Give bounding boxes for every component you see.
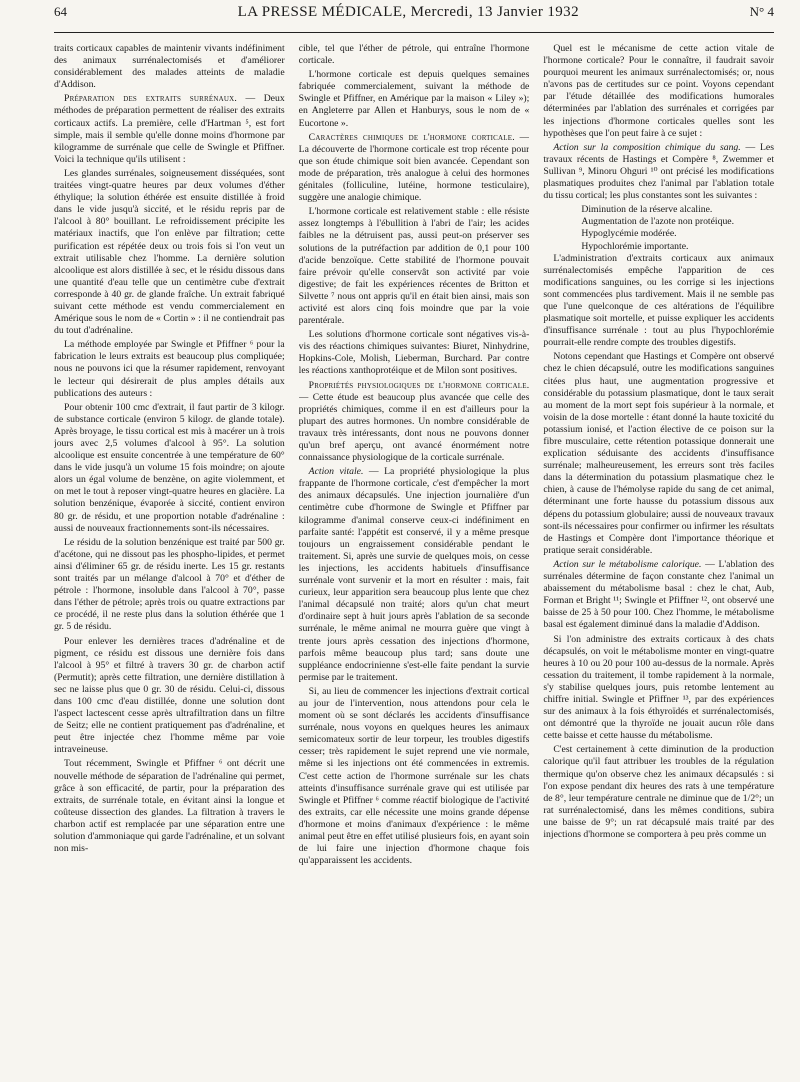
paragraph-text: L'hormone corticale est depuis quelques semaines fabriquée commercialement, suivant la méthode de Swingle et Pfiffner, en Amérique par la maison « Liley »); en Angleterre par Allen et Hanburys, sous le nom de « Eucortone ». bbox=[298, 69, 530, 129]
column-1 bbox=[54, 43, 285, 1073]
paragraph-text: Notons cependant que Hastings et Compère ont observé chez le chien décapsulé, outre les modifications sanguines citées plus haut, une augmentation progressive et considérable du potassium plasmatique, dont le taux serait au moment de la mort sept fois supérieur à la normale, et voisin de la dose mortelle : étant donné la haute toxicité du potassium ionisé, et l'action élective de ce poison sur la fibre musculaire, cette rétention potassique donnerait une explication séduisante des accidents d'insuffisance surrénale; malheureusement, les erreurs sont très faciles dans la détermination du potassium plasmatique chez le chien, à cause de l'hémolyse rapide du sang de cet animal, déterminant une forte hausse du potassium dissous aux dépens du potassium globulaire; aussi de nouveaux travaux sont-ils nécessaires pour confirmer ou infirmer les résultats de Hastings et Compère dont l'importance théorique et pratique serait considérable. bbox=[543, 351, 775, 556]
paragraph bbox=[54, 758, 285, 855]
paragraph-text: L'administration d'extraits corticaux aux animaux surrénalectomisés empêche l'apparition de ces modifications sanguines, ou les corrige si les injections sont commencées plus tardivement. Mais il ne semble pas que l'une quelconque de ces altérations de l'équilibre plasmatique soit mortelle, et puisse expliquer les accidents d'insuffisance surrénale : tout au plus l'hypochlorémie pourrait-elle rendre compte des troubles digestifs. bbox=[543, 252, 775, 349]
paragraph-text: — La découverte de l'hormone corticale est trop récente pour que son étude chimique soit bien avancée. Cependant son mode de préparation, très analogue à celui des hormones génitales (folliculine, lutéine, hormone testiculaire), suggère une analogie chimique. bbox=[298, 131, 530, 204]
subsection-heading: Action sur la composition chimique du sang. bbox=[553, 141, 741, 153]
paragraph bbox=[299, 329, 530, 377]
paragraph-text: La méthode employée par Swingle et Pfiffner ⁶ pour la fabrication le leurs extraits est beaucoup plus compliquée; nous ne pouvons ici que la résumer rapidement, renvoyant le lecteur qui désirerait de plus amples détails aux publications des auteurs : bbox=[54, 339, 285, 399]
page-number: 64 bbox=[54, 4, 67, 19]
paragraph bbox=[543, 351, 774, 557]
column-3 bbox=[543, 43, 774, 1073]
paragraph bbox=[299, 206, 530, 327]
paragraph bbox=[299, 380, 530, 465]
paragraph-text: Le résidu de la solution benzénique est traité par 500 gr. d'acétone, qui ne dissout pas les phospho-lipides, et permet ainsi d'éliminer 65 gr. de résidu inerte. Les 15 gr. restants sont traités par un mélange d'alcool à 70° et d'éther de pétrole : l'hormone, insoluble dans l'alcool à 70°, passe dans l'éther de pétrole; après trois ou quatre extractions par ce procédé, il ne reste plus dans la solution éthérée que 1 gr. 5 de résidu. bbox=[54, 536, 285, 633]
list-item: Diminution de la réserve alcaline. bbox=[581, 204, 713, 216]
section-heading: Propriétés physiologiques de l'hormone corticale. bbox=[308, 379, 530, 391]
paragraph-text: traits corticaux capables de maintenir vivants indéfiniment des animaux surrénalectomisés et d'améliorer considérablement des malades atteints de maladie d'Addison. bbox=[54, 43, 285, 91]
paragraph bbox=[543, 142, 774, 202]
paragraph bbox=[54, 43, 285, 91]
paragraph-text: Pour enlever les dernières traces d'adrénaline et de pigment, ce résidu est dissous une dernière fois dans l'alcool à 95° et filtré à travers 30 gr. de charbon actif (Permutit); après cette filtration, une dernière distillation à sec ne laisse plus que 0 gr. 30 de résidu. Celui-ci, dissous dans 100 cmc d'eau distillée, donne une solution dont l'aspect lactescent cesse après ultrafiltration dans un filtre de Seitz; elle ne contient pratiquement pas d'adrénaline, et peut être injectée chez l'homme même par voie intraveineuse. bbox=[54, 635, 285, 756]
paragraph-text: Quel est le mécanisme de cette action vitale de l'hormone corticale? Pour le connaître, il faudrait savoir pourquoi meurent les animaux surrénalectomisés; or, nous n'avons pas de certitudes sur ce point. Voyons cependant par l'étude détaillée des modifications humorales déterminées par l'ablation des surrénales et corrigées par les injections d'hormone corticales quelles sont les hypothèses que l'on peut faire à ce sujet : bbox=[543, 43, 775, 139]
paragraph bbox=[54, 339, 285, 399]
paragraph bbox=[543, 634, 774, 743]
paragraph-text: C'est certainement à cette diminution de la production calorique qu'il faut attribuer les troubles de la régulation thermique qu'on observe chez les animaux décapsulés : si l'on expose pendant dix heures des rats à une température de 8°, leur température centrale ne diminue que de 1/2°; un rat surrénalectomisé, dans les mêmes conditions, subira une baisse de 9°; un rat décapsulé mais traité par des injections d'hormone se comportera à peu près comme un bbox=[543, 744, 775, 840]
paragraph bbox=[54, 636, 285, 757]
issue-number: N° 4 bbox=[749, 4, 774, 19]
list-item: Augmentation de l'azote non protéique. bbox=[581, 216, 735, 228]
paragraph-text: cible, tel que l'éther de pétrole, qui entraîne l'hormone corticale. bbox=[298, 43, 530, 67]
paragraph-text: — L'ablation des surrénales détermine de façon constante chez l'animal un abaissement du métabolisme basal : chez le chat, Aub, Forman et Bright ¹¹; Swingle et Pfiffner ¹², ont observé une baisse de 25 à 50 pour 100. Chez l'homme, le métabolisme basal est également diminué dans la maladie d'Addison. bbox=[543, 558, 775, 631]
paragraph bbox=[543, 744, 774, 841]
paragraph bbox=[54, 168, 285, 337]
paragraph-text: — Deux méthodes de préparation permettent de réaliser des extraits corticaux actifs. La première, celle d'Hartman ⁵, est fort simple, mais il semble qu'elle donne moins d'hormone par kilogramme de surrénale que celle de Swingle et Pfiffner. Voici la technique qu'ils utilisent : bbox=[54, 93, 285, 165]
paragraph bbox=[54, 402, 285, 535]
paragraph bbox=[299, 132, 530, 205]
section-heading: Caractères chimiques de l'hormone corticale. bbox=[308, 131, 515, 143]
subsection-heading: Action vitale. bbox=[308, 466, 364, 478]
paragraph bbox=[54, 93, 285, 166]
enumerated-list bbox=[543, 204, 774, 252]
paragraph bbox=[54, 537, 285, 634]
header-rule bbox=[54, 32, 774, 33]
subsection-heading: Action sur le métabolisme calorique. bbox=[553, 558, 702, 570]
paragraph bbox=[299, 466, 530, 684]
paragraph bbox=[543, 43, 774, 140]
paragraph-text: L'hormone corticale est relativement stable : elle résiste assez longtemps à l'ébullition à l'abri de l'air; les acides faibles ne la détruisent pas, aussi peut-on préserver ses solutions de la putréfaction par addition de 0,1 pour 100 d'acide benzoïque. Cette stabilité de l'hormone pouvait faire prévoir qu'elle conservât son activité par voie digestive; de fait les expériences récentes de Britton et Silvette ⁷ nous ont appris qu'il en était bien ainsi, mais son activité est alors cinq fois moindre que par la voie parentérale. bbox=[298, 206, 530, 327]
paragraph-text: Si, au lieu de commencer les injections d'extrait cortical au jour de l'intervention, nous attendons pour cela le moment où se sont déclarés les accidents d'insuffisance surrénale, nous voyons en quelques heures les animaux semicomateux sortir de leur torpeur, les troubles digestifs cesser; très rapidement le sujet reprend une vie normale, même si les injections ont été commencées in extremis. C'est cette action de l'hormone surrénale sur les chats atteints d'insuffisance surrénale grave qui est utilisée par Swingle et Pfiffner ⁶ comme réactif biologique de l'activité des extraits, car elle nécessite une moins grande dépense d'hormone et moins d'animaux d'expérience : le même animal peut être en effet utilisé plusieurs fois, en ayant soin de lui faire une injection d'hormone chaque fois qu'apparaissent les accidents. bbox=[298, 685, 530, 867]
paragraph-text: Les glandes surrénales, soigneusement disséquées, sont traitées vingt-quatre heures par deux volumes d'éther éthylique; la solution éthérée est ensuite distillée à froid dans le vide jusqu'à siccité, et le résidu repris par de l'alcool à 80° bouillant. Le refroidissement précipite les matériaux inactifs, que l'on enlève par filtration; cette purification est répétée deux ou trois fois si l'on veut un extrait utilisable chez l'homme. La dernière solution alcoolique est alors distillée à sec, et le résidu dissous dans une quantité d'eau telle que un centimètre cube d'extrait corresponde à 40 gr. de glande fraîche. Un extrait fabriqué suivant cette méthode est vendu commercialement en Amérique sous le nom de « Cortin » : il ne contiendrait pas du tout d'adrénaline. bbox=[54, 167, 285, 337]
paragraph-text: — Les travaux récents de Hastings et Compère ⁸, Zwemmer et Sullivan ⁹, Minoru Ohguri ¹⁰ ont précisé les modifications plasmatiques produites chez l'animal par l'ablation totale du tissu cortical; les plus constantes sont les suivantes : bbox=[543, 141, 775, 202]
paragraph bbox=[299, 69, 530, 129]
paragraph-text: Si l'on administre des extraits corticaux à des chats décapsulés, on voit le métabolisme monter en vingt-quatre heures à 10 ou 20 pour 100 au-dessus de la normale. Après cessation du traitement, il tombe rapidement à la normale, s'y stabilise quelques jours, puis retombe lentement au chiffre initial. Swingle et Pfiffner ¹³, par des expériences sur des animaux à la fois éthyroïdés et surrénalectomisés, ont démontré que la thyroïde ne jouait aucun rôle dans cette baisse et cette hausse du métabolisme. bbox=[543, 633, 775, 742]
paragraph bbox=[543, 559, 774, 632]
paragraph bbox=[543, 253, 774, 350]
text-columns bbox=[54, 43, 774, 1073]
journal-title: LA PRESSE MÉDICALE, Mercredi, 13 Janvier 1932 bbox=[237, 4, 579, 20]
paragraph bbox=[299, 686, 530, 867]
list-item: Hypochlorémie importante. bbox=[581, 240, 689, 252]
column-2 bbox=[299, 43, 530, 1073]
paragraph-text: — Cette étude est beaucoup plus avancée que celle des propriétés chimiques, comme il en est d'ailleurs pour la plupart des autres hormones. Un nombre considérable de travaux très intéressants, dont nous ne pouvons donner qu'un bref aperçu, ont avancé énormément notre connaissance physiologique de la corticale surrénale. bbox=[298, 391, 530, 464]
running-header bbox=[54, 4, 774, 30]
paragraph-text: — La propriété physiologique la plus frappante de l'hormone corticale, c'est d'empêcher la mort des animaux décapsulés. Une injection journalière d'un centimètre cube d'hormone de Swingle et Pfiffner par kilogramme d'animal conserve ceux-ci indéfiniment en parfaite santé: l'appétit est conservé, il y a même presque toujours un engraissement considérable pendant le traitement. Si, après une survie de quelques mois, on cesse les injections, les accidents habituels d'insuffisance surrénale vont survenir et la mort en résulter : mais, fait curieux, leur apparition sera beaucoup plus lente que chez l'animal décapsulé non traité; alors qu'un chat meurt d'ordinaire sept à huit jours après l'ablation de sa seconde surrénale, le même animal ne mourra guère que vingt à trente jours après cessation des injections d'hormone, parfois même beaucoup plus tard; sans doute une suppléance endocrinienne s'est-elle faite pendant la survie permise par le traitement. bbox=[298, 466, 530, 683]
section-heading: Préparation des extraits surrénaux. bbox=[64, 93, 238, 105]
paragraph-text: Les solutions d'hormone corticale sont négatives vis-à-vis des réactions chimiques suivantes: Biuret, Ninhydrine, Hopkins-Cole, Molish, Lieberman, Burchard. Par contre les réactions xanthoprotéique et de Milon sont positives. bbox=[298, 329, 530, 377]
paragraph-text: Tout récemment, Swingle et Pfiffner ⁶ ont décrit une nouvelle méthode de séparation de l'adrénaline qui permet, grâce à son efficacité, de partir, pour la préparation des extraits, de surrénale totale, en évitant ainsi la longue et coûteuse dissection des glandes. La filtration à travers le charbon actif est remplacée par une séparation entre une solution d'ammoniaque qui garde l'adrénaline, et un solvant non mis- bbox=[54, 758, 285, 855]
list-item: Hypoglycémie modérée. bbox=[581, 228, 677, 240]
paragraph bbox=[299, 43, 530, 67]
paragraph-text: Pour obtenir 100 cmc d'extrait, il faut partir de 3 kilogr. de substance corticale (environ 5 kilogr. de glande totale). Après broyage, le tissu cortical est mis à macérer un à trois jours avec 2,5 volumes d'alcool à 95°. La solution alcoolique est ensuite concentrée à une température de 60° dans le vide jusqu'à un volume 15 fois moindre; on ajoute alors un égal volume de benzène, on agite violemment, et on met le tout à reposer vingt-quatre heures en glacière. La solution benzénique, évaporée à siccité, contient environ 80 gr. de résidu, et une proportion notable d'adrénaline : aussi de nouveaux fractionnements sont-ils nécessaires. bbox=[54, 401, 285, 534]
